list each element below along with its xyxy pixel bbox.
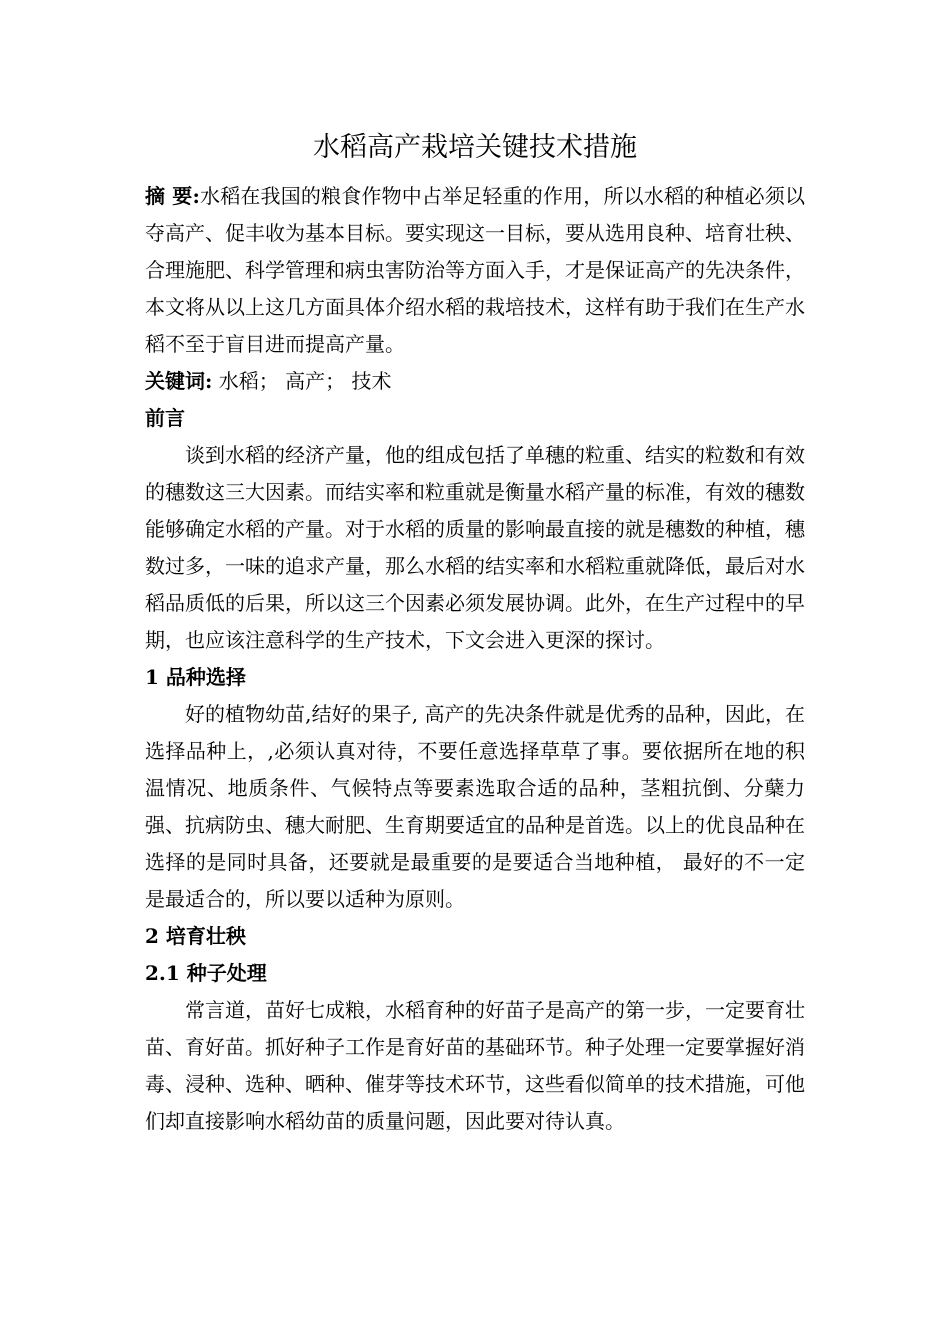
section-text-seed-treatment: 常言道，苗好七成粮，水稻育种的好苗子是高产的第一步，一定要育壮苗、育好苗。抓好种子工作是育好苗的基础环节。种子处理一定要掌握好消毒、浸种、选种、晒种、催芽等技术环节，这些看似简单的技术措施，可他们却直接影响水稻幼苗的质量问题，因此要对待认真。 (145, 998, 805, 1133)
abstract-text: 水稻在我国的粮食作物中占举足轻重的作用，所以水稻的种植必须以夺高产、促丰收为基本目标。要实现这一目标，要从选用良种、培育壮秧、合理施肥、科学管理和病虫害防治等方面入手，才是保证高产的先决条件，本文将从以上这几方面具体介绍水稻的栽培技术，这样有助于我们在生产水稻不至于盲目进而提高产量。 (145, 184, 805, 356)
section-heading-preface: 前言 (145, 406, 185, 430)
abstract-label: 摘 要: (145, 184, 200, 208)
keywords-text: 水稻； 高产； 技术 (212, 369, 392, 393)
section-heading-seed-treatment: 2.1 种子处理 (145, 961, 267, 985)
document-title: 水稻高产栽培关键技术措施 (313, 132, 637, 163)
keywords-paragraph (145, 363, 805, 400)
keywords-label: 关键词: (145, 369, 213, 393)
section-heading-variety-selection: 1 品种选择 (145, 665, 246, 689)
section-heading-seedling-cultivation: 2 培育壮秧 (145, 924, 246, 948)
section-text-variety-selection: 好的植物幼苗,结好的果子, 高产的先决条件就是优秀的品种，因此，在选择品种上，,必须认真对待，不要任意选择草草了事。要依据所在地的积温情况、地质条件、气候特点等要素选取合适的品种，茎粗抗倒、分蘖力强、抗病防虫、穗大耐肥、生育期要适宜的品种是首选。以上的优良品种在选择的是同时具备，还要就是最重要的是要适合当地种植， 最好的不一定是最适合的，所以要以适种为原则。 (145, 702, 805, 911)
abstract-paragraph (145, 178, 805, 363)
section-text-preface: 谈到水稻的经济产量，他的组成包括了单穗的粒重、结实的粒数和有效的穗数这三大因素。而结实率和粒重就是衡量水稻产量的标准，有效的穗数能够确定水稻的产量。对于水稻的质量的影响最直接的就是穗数的种植，穗数过多，一味的追求产量，那么水稻的结实率和水稻粒重就降低，最后对水稻品质低的后果，所以这三个因素必须发展协调。此外，在生产过程中的早期，也应该注意科学的生产技术，下文会进入更深的探讨。 (145, 443, 805, 652)
